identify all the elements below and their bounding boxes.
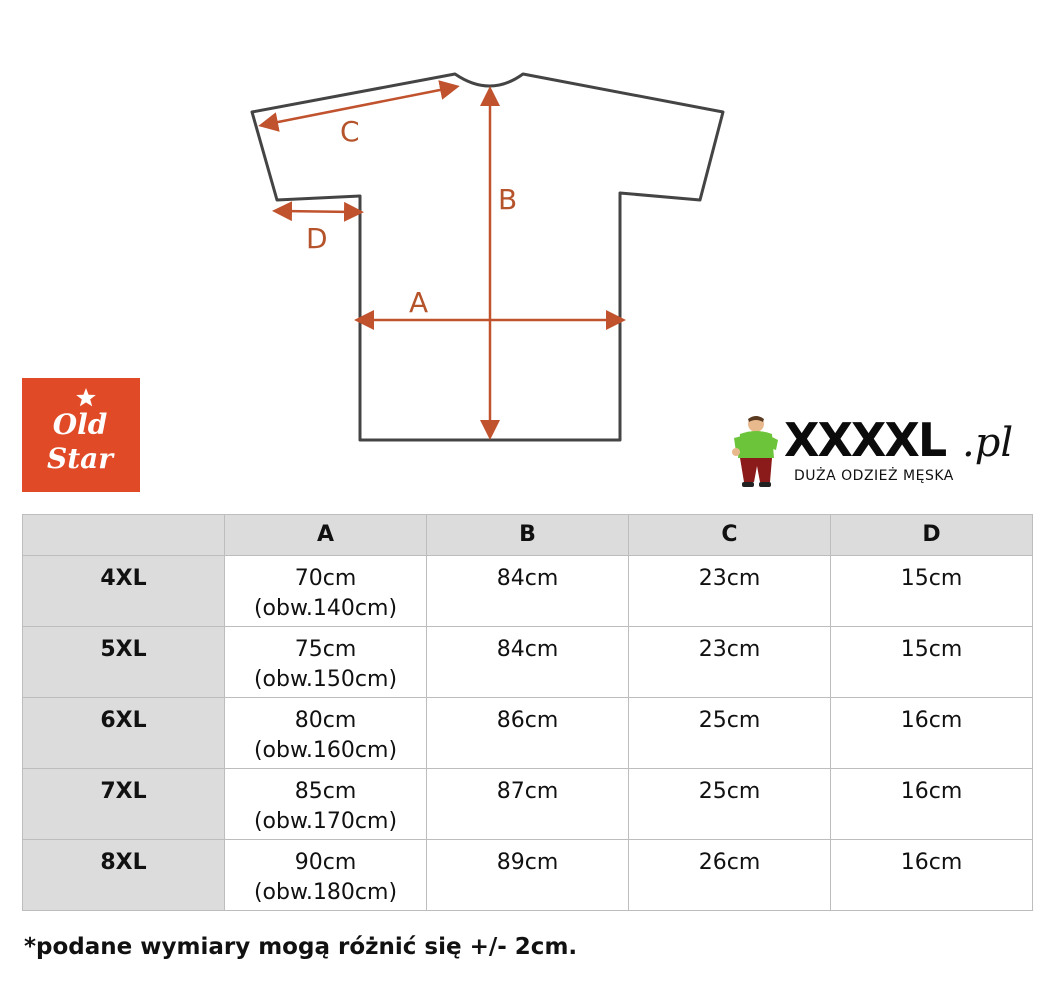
star-icon: [76, 388, 96, 406]
a-circumference: (obw.140cm): [253, 596, 398, 621]
c-cell: 26cm: [629, 840, 831, 911]
old-star-line2: Star: [46, 442, 114, 475]
b-cell: 89cm: [427, 840, 629, 911]
d-cell: 15cm: [831, 556, 1033, 627]
a-cell: [225, 627, 427, 698]
arrow-d: [282, 211, 354, 212]
c-cell: 23cm: [629, 627, 831, 698]
size-cell: 4XL: [23, 556, 225, 627]
a-cell: [225, 840, 427, 911]
a-circumference: (obw.160cm): [253, 738, 398, 763]
header-b: B: [427, 515, 629, 556]
xxxxl-logo: [730, 412, 1030, 492]
header-c: C: [629, 515, 831, 556]
d-cell: 16cm: [831, 769, 1033, 840]
header-size: [23, 515, 225, 556]
a-cell: [225, 769, 427, 840]
a-value: 70cm: [294, 566, 357, 591]
label-b: B: [498, 183, 518, 216]
a-cell: [225, 556, 427, 627]
a-value: 85cm: [294, 779, 357, 804]
tshirt-outline: [252, 74, 723, 440]
c-cell: 25cm: [629, 769, 831, 840]
label-a: A: [409, 286, 429, 319]
table-row: [23, 627, 1033, 698]
table-row: [23, 556, 1033, 627]
table-row: [23, 769, 1033, 840]
b-cell: 84cm: [427, 627, 629, 698]
b-cell: 87cm: [427, 769, 629, 840]
old-star-logo: [22, 378, 140, 492]
c-cell: 25cm: [629, 698, 831, 769]
a-cell: [225, 698, 427, 769]
xxxxl-brand-name: XXXXL: [784, 413, 946, 467]
b-cell: 86cm: [427, 698, 629, 769]
size-cell: 6XL: [23, 698, 225, 769]
size-cell: 7XL: [23, 769, 225, 840]
table-row: [23, 698, 1033, 769]
c-cell: 23cm: [629, 556, 831, 627]
size-cell: 8XL: [23, 840, 225, 911]
size-table: [22, 514, 1033, 911]
a-value: 75cm: [294, 637, 357, 662]
old-star-logo-art: [22, 378, 140, 492]
label-c: C: [340, 115, 360, 148]
size-cell: 5XL: [23, 627, 225, 698]
old-star-line1: Old: [52, 408, 108, 441]
header-d: D: [831, 515, 1033, 556]
d-cell: 15cm: [831, 627, 1033, 698]
mascot-icon: [730, 414, 780, 488]
xxxxl-brand-tld: .pl: [962, 420, 1014, 466]
a-circumference: (obw.150cm): [253, 667, 398, 692]
table-header-row: [23, 515, 1033, 556]
a-circumference: (obw.180cm): [253, 880, 398, 905]
footnote: *podane wymiary mogą różnić się +/- 2cm.: [24, 934, 578, 960]
label-d: D: [306, 222, 328, 255]
d-cell: 16cm: [831, 840, 1033, 911]
a-value: 80cm: [294, 708, 357, 733]
d-cell: 16cm: [831, 698, 1033, 769]
a-circumference: (obw.170cm): [253, 809, 398, 834]
table-row: [23, 840, 1033, 911]
b-cell: 84cm: [427, 556, 629, 627]
xxxxl-tagline: DUŻA ODZIEŻ MĘSKA: [794, 468, 954, 484]
a-value: 90cm: [294, 850, 357, 875]
header-a: A: [225, 515, 427, 556]
